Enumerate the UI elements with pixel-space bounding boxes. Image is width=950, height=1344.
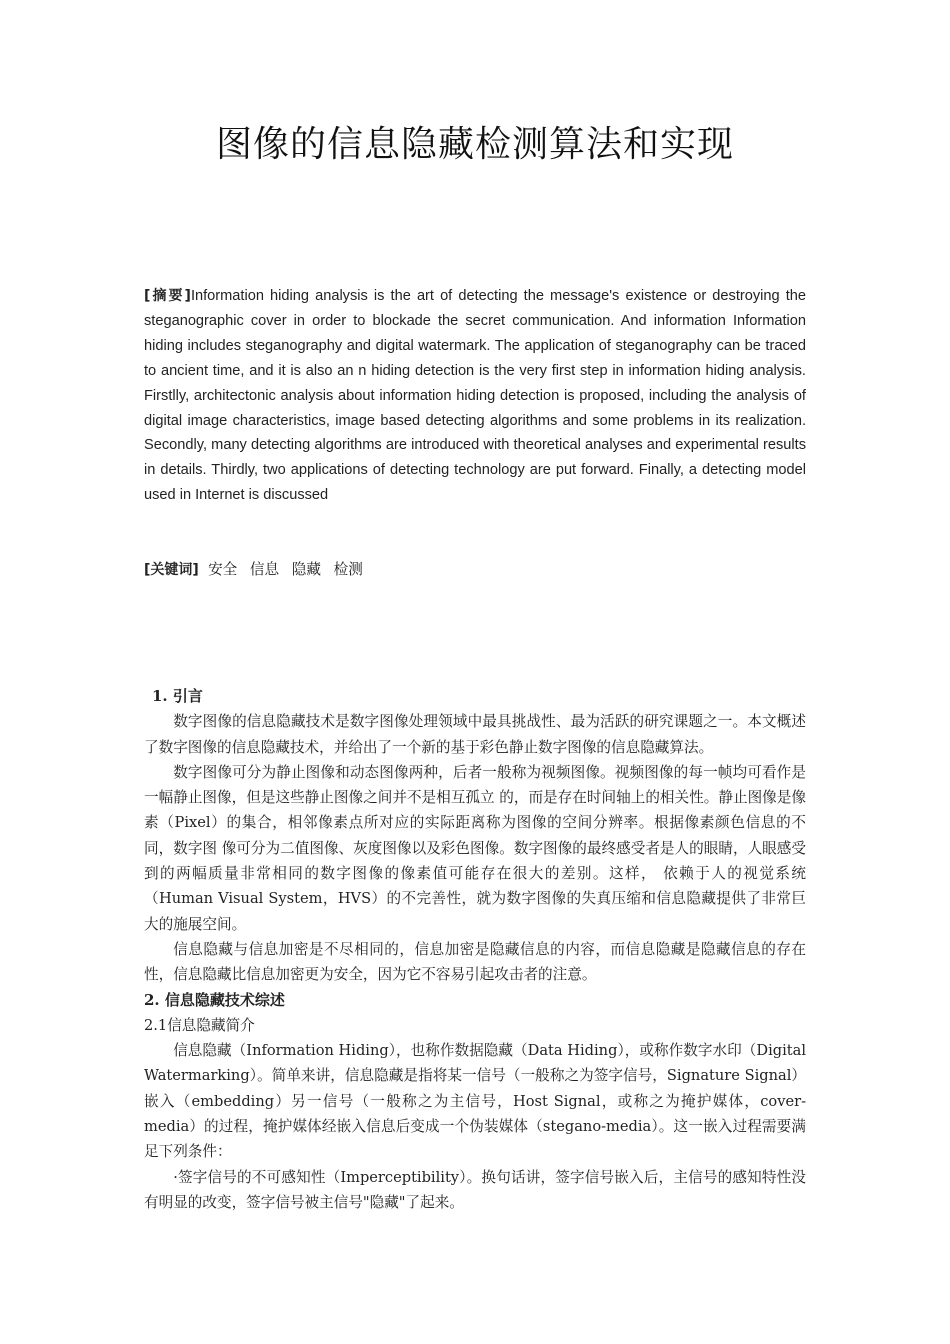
paragraph: 数字图像可分为静止图像和动态图像两种，后者一般称为视频图像。视频图像的每一帧均可看作是一幅静止图像，但是这些静止图像之间并不是相互孤立 的，而是存在时间轴上的相关性。静止图像是像素（Pixel）的集合，相邻像素点所对应的实际距离称为图像的空间分辨率。根据像素颜色信息的不同，数字图 像可分为二值图像、灰度图像以及彩色图像。数字图像的最终感受者是人的眼睛，人眼感受到的两幅质量非常相同的数字图像的像素值可能存在很大的差别。这样， 依赖于人的视觉系统（Human Visual System，HVS）的不完善性，就为数字图像的失真压缩和信息隐藏提供了非常巨大的施展空间。	[144, 763, 806, 933]
paragraph: 信息隐藏与信息加密是不尽相同的，信息加密是隐藏信息的内容，而信息隐藏是隐藏信息的存在性，信息隐藏比信息加密更为安全，因为它不容易引起攻击者的注意。	[144, 940, 806, 984]
keyword-item: 信息	[249, 561, 280, 578]
paragraph: ·签字信号的不可感知性（Imperceptibility）。换句话讲，签字信号嵌入后，主信号的感知特性没有明显的改变，签字信号被主信号"隐藏"了起来。	[144, 1168, 806, 1211]
abstract	[144, 284, 806, 508]
keywords	[144, 558, 806, 579]
subsection-heading: 2.1信息隐藏简介	[144, 1016, 255, 1034]
keywords-label: [关键词]	[144, 562, 199, 578]
abstract-label: [摘要]	[144, 288, 191, 304]
paragraph: 数字图像的信息隐藏技术是数字图像处理领域中最具挑战性、最为活跃的研究课题之一。本文概述了数字图像的信息隐藏技术，并给出了一个新的基于彩色静止数字图像的信息隐藏算法。	[144, 713, 806, 756]
document-title: 图像的信息隐藏检测算法和实现	[215, 124, 734, 165]
keyword-item: 隐藏	[291, 561, 321, 578]
body-text	[144, 684, 806, 1215]
section-heading-overview: 2. 信息隐藏技术综述	[144, 990, 285, 1009]
section-heading-intro: 1. 引言	[152, 687, 203, 705]
keyword-item: 检测	[333, 561, 363, 578]
paragraph: 信息隐藏（Information Hiding），也称作数据隐藏（Data Hiding），或称作数字水印（Digital Watermarking）。简单来讲，信息隐藏是指将某一信号（一般称之为签字信号，Signature Signal）嵌入（embedding）另一信号（一般称之为主信号，Host Signal，或称之为掩护媒体，cover-media）的过程，掩护媒体经嵌入信息后变成一个伪装媒体（stegano-media）。这一嵌入过程需要满足下列条件：	[144, 1042, 806, 1161]
abstract-text: Information hiding analysis is the art of detecting the message's existence or destroying the steganographic cover in order to blockade the secret communication. And information Information hiding includes steganography and digital watermark. The application of steganography can be traced to ancient time, and it is also an n hiding detection is the very first step in information hiding analysis. Firstlly, architectonic analysis about information hiding detection is proposed, including the analysis of digital image characteristics, image based detecting algorithms and some problems in its realization. Secondly, many detecting algorithms are introduced with theoretical analyses and experimental results in details. Thirdly, two applications of detecting technology are put forward. Finally, a detecting model used in Internet is discussed	[144, 288, 807, 504]
keyword-item: 安全	[208, 561, 238, 578]
